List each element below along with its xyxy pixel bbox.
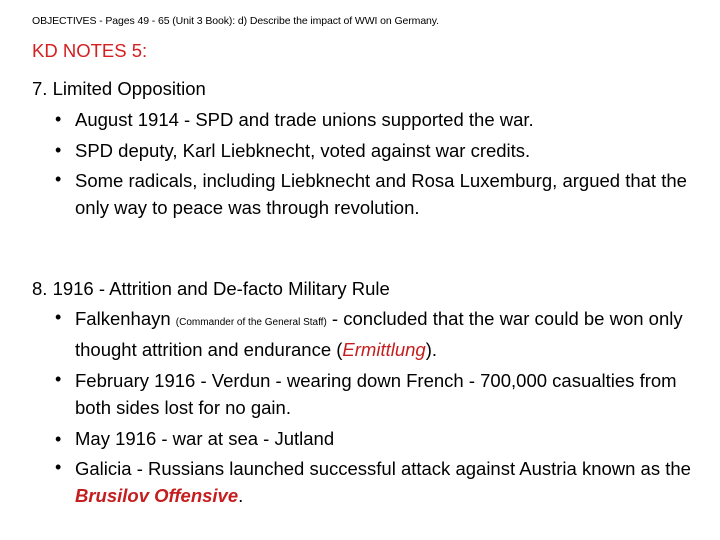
- highlighted-term: Ermittlung: [342, 338, 426, 360]
- highlighted-term: Brusilov Offensive: [75, 484, 239, 506]
- bullet-text: August 1914 - SPD and trade unions supported the war.: [75, 109, 534, 130]
- bullet-icon: •: [55, 457, 62, 477]
- bullet-icon: •: [55, 369, 62, 389]
- bullet-item: [32, 166, 712, 224]
- section-heading: 7. Limited Opposition: [32, 78, 206, 99]
- bullet-icon: •: [55, 429, 62, 449]
- bullet-lead: Falkenhayn: [75, 308, 171, 329]
- bullet-tail: .: [238, 484, 244, 506]
- bullet-item: [32, 424, 712, 454]
- bullet-tail: ).: [425, 338, 438, 360]
- bullet-icon: •: [55, 140, 62, 160]
- objectives-line: OBJECTIVES - Pages 49 - 65 (Unit 3 Book): d) Describe the impact of WWI on Germany.: [32, 15, 439, 27]
- notes-title: KD NOTES 5:: [32, 40, 148, 61]
- bullet-item: [32, 366, 712, 424]
- bullet-list: [32, 104, 712, 224]
- bullet-text: Some radicals, including Liebknecht and Rosa Luxemburg, argued that the only way to peace was through revolution.: [75, 170, 687, 218]
- bullet-item: [32, 135, 712, 166]
- bullet-text: SPD deputy, Karl Liebknecht, voted against war credits.: [75, 140, 531, 161]
- bullet-text: - concluded that the war could be won only thought attrition and endurance (: [75, 308, 683, 360]
- bullet-icon: •: [55, 109, 62, 129]
- bullet-icon: •: [55, 307, 62, 327]
- bullet-icon: •: [55, 169, 62, 189]
- bullet-text: Galicia - Russians launched successful attack against Austria known as the: [75, 458, 691, 479]
- bullet-item: [32, 104, 712, 135]
- bullet-item: [32, 304, 712, 366]
- section-heading: 8. 1916 - Attrition and De-facto Military Rule: [32, 278, 390, 299]
- bullet-list: [32, 304, 712, 512]
- bullet-note: (Commander of the General Staff): [175, 317, 327, 328]
- section-attrition-military-rule: [32, 273, 712, 512]
- bullet-text: February 1916 - Verdun - wearing down French - 700,000 casualties from both sides lost for no gain.: [75, 370, 677, 418]
- bullet-text: May 1916 - war at sea - Jutland: [75, 428, 335, 449]
- bullet-item: [32, 454, 712, 512]
- section-limited-opposition: [32, 73, 712, 224]
